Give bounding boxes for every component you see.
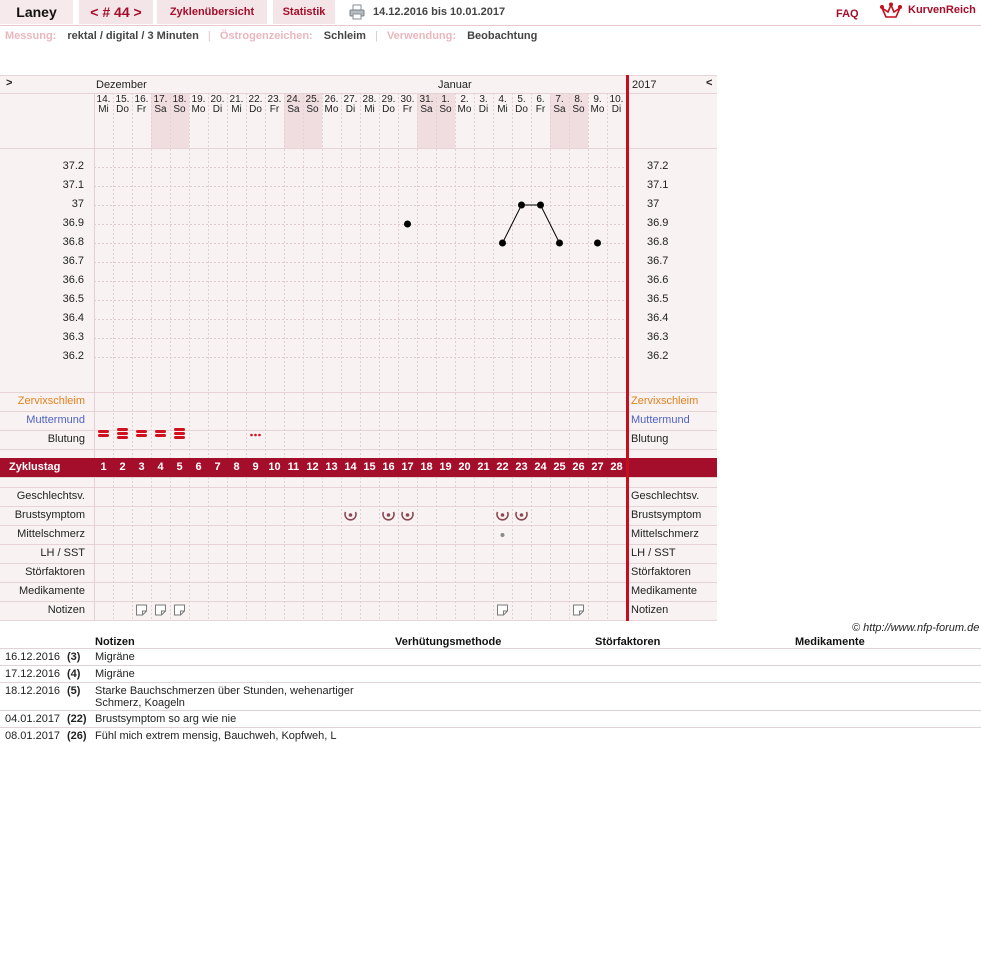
cycle-end-line [626, 75, 629, 621]
breast-symptom-dot [406, 513, 410, 517]
y-tick-label: 37.1 [647, 179, 669, 191]
day-header-cell [132, 95, 151, 115]
row-label-disturbances: Störfaktoren [25, 566, 85, 578]
cycle-day-number: 23 [515, 461, 528, 473]
y-tick-label: 36.2 [62, 350, 84, 362]
table-row [0, 648, 981, 665]
row-label-mittelschmerz-right: Mittelschmerz [631, 528, 699, 540]
bleeding-mark [117, 428, 128, 431]
day-weekday: Do [249, 104, 262, 115]
note-icon [137, 605, 147, 615]
bleeding-mark [155, 434, 166, 437]
day-header-cell [360, 95, 379, 115]
breast-symptom-dot [349, 513, 353, 517]
day-header-cell [607, 95, 626, 115]
temperature-point [537, 202, 544, 209]
y-tick-label: 36.4 [647, 312, 669, 324]
day-header-cell [455, 95, 474, 115]
row-label-lh-test-right: LH / SST [631, 547, 676, 559]
notes-column-header: Notizen [95, 636, 135, 648]
method-column-header: Verhütungsmethode [395, 636, 502, 648]
day-date: 3. [479, 94, 488, 105]
row-label-disturbances-right: Störfaktoren [631, 566, 691, 578]
day-weekday: Di [478, 104, 489, 115]
row-label-medication: Medikamente [18, 585, 85, 597]
estrogen-value: Schleim [323, 30, 366, 42]
day-weekday: Di [212, 104, 223, 115]
disturbances-column-header: Störfaktoren [595, 636, 661, 648]
day-date: 29. [381, 94, 396, 105]
day-date: 31. [419, 94, 434, 105]
statistics-tab[interactable]: Statistik [273, 0, 335, 24]
bleeding-mark [136, 434, 147, 437]
chart-grid [0, 75, 717, 621]
measure-label: Messung: [5, 30, 57, 42]
day-weekday: Sa [287, 104, 300, 115]
y-tick-label: 36.7 [62, 255, 84, 267]
breast-symptom-dot [501, 513, 505, 517]
month-label-december: Dezember [96, 79, 147, 91]
y-tick-label: 37.2 [647, 160, 669, 172]
row-label-cervix-right: Muttermund [631, 414, 690, 426]
day-date: 30. [400, 94, 415, 105]
brand-name[interactable]: KurvenReich [908, 4, 976, 16]
day-date: 17. [153, 94, 168, 105]
day-weekday: Fr [269, 104, 280, 115]
cycle-navigation-tab[interactable]: < # 44 > [79, 0, 153, 24]
cycle-day-number: 26 [572, 461, 585, 473]
note-date: 17.12.2016 [5, 668, 61, 680]
day-header-cell [550, 95, 569, 115]
day-weekday: Mi [497, 104, 508, 115]
cycle-day-number: 27 [591, 461, 604, 473]
day-date: 7. [555, 94, 564, 105]
estrogen-label: Östrogenzeichen: [219, 30, 313, 42]
cycle-day-number: 25 [553, 461, 566, 473]
cycle-day-number: 24 [534, 461, 547, 473]
bleeding-mark [174, 428, 185, 431]
faq-link[interactable]: FAQ [836, 8, 859, 20]
note-date: 04.01.2017 [5, 713, 61, 725]
cycle-day-number: 17 [401, 461, 414, 473]
cycle-day-number: 19 [439, 461, 452, 473]
cycle-day-number: 18 [420, 461, 433, 473]
cycle-day-number: 10 [268, 461, 281, 473]
note-icon [498, 605, 508, 615]
row-label-intercourse: Geschlechtsv. [16, 490, 85, 502]
cycle-day-number: 9 [252, 461, 259, 473]
day-date: 14. [96, 94, 111, 105]
day-date: 8. [574, 94, 583, 105]
bleeding-mark [174, 436, 185, 439]
cycle-day-label: Zyklustag [9, 461, 61, 473]
note-text: Migräne [95, 668, 135, 680]
row-label-breast-symptom-right: Brustsymptom [631, 509, 702, 521]
note-date: 18.12.2016 [5, 685, 61, 697]
day-date: 22. [248, 94, 263, 105]
table-row [0, 710, 981, 727]
note-icon [175, 605, 185, 615]
previous-cycle-arrow[interactable]: > [6, 77, 13, 89]
cycle-day-number: 15 [363, 461, 376, 473]
spotting-dot [254, 434, 257, 437]
day-date: 26. [324, 94, 339, 105]
table-row [0, 727, 981, 744]
day-weekday: So [306, 104, 319, 115]
bleeding-mark [117, 436, 128, 439]
cycle-day-number: 22 [496, 461, 509, 473]
day-date: 19. [191, 94, 206, 105]
day-header-cell [512, 95, 531, 115]
temperature-point [556, 240, 563, 247]
temperature-point [404, 221, 411, 228]
note-cycle-day: (4) [67, 668, 81, 680]
row-label-cervical-mucus-right: Zervixschleim [631, 395, 699, 407]
row-label-notes: Notizen [47, 604, 85, 616]
day-weekday: Sa [420, 104, 433, 115]
day-date: 23. [267, 94, 282, 105]
note-text: Brustsymptom so arg wie nie [95, 713, 237, 725]
day-weekday: Mo [191, 104, 206, 115]
medication-column-header: Medikamente [795, 636, 865, 648]
cycle-day-number: 3 [138, 461, 145, 473]
day-header-cell [113, 95, 132, 115]
note-cycle-day: (22) [67, 713, 87, 725]
day-weekday: Mi [231, 104, 242, 115]
date-range: 14.12.2016 bis 10.01.2017 [373, 6, 506, 18]
cycle-day-number: 8 [233, 461, 240, 473]
note-date: 16.12.2016 [5, 651, 61, 663]
printer-icon[interactable] [349, 4, 365, 20]
breast-symptom-dot [520, 513, 524, 517]
day-header-cell [94, 95, 113, 115]
table-row [0, 665, 981, 682]
day-date: 28. [362, 94, 377, 105]
day-date: 16. [134, 94, 149, 105]
note-text: Migräne [95, 651, 135, 663]
day-date: 6. [536, 94, 545, 105]
row-label-bleeding: Blutung [47, 433, 85, 445]
day-header-cell [303, 95, 322, 115]
row-label-medication-right: Medikamente [631, 585, 698, 597]
row-label-cervical-mucus: Zervixschleim [17, 395, 85, 407]
day-weekday: Do [382, 104, 395, 115]
bleeding-mark [98, 430, 109, 433]
breast-symptom-dot [387, 513, 391, 517]
day-weekday: Fr [402, 104, 413, 115]
note-text: Starke Bauchschmerzen über Stunden, wehenartiger Schmerz, Koageln [95, 685, 354, 709]
cycle-day-number: 5 [176, 461, 183, 473]
day-date: 25. [305, 94, 320, 105]
spotting-dot [258, 434, 261, 437]
next-cycle-arrow[interactable]: < [706, 77, 713, 89]
bleeding-mark [136, 430, 147, 433]
y-tick-label: 36.5 [647, 293, 669, 305]
y-tick-label: 36.6 [62, 274, 84, 286]
row-label-lh-test: LH / SST [40, 547, 85, 559]
cycle-day-number: 4 [157, 461, 164, 473]
bleeding-mark [155, 430, 166, 433]
day-date: 27. [343, 94, 358, 105]
note-icon [156, 605, 166, 615]
day-weekday: Di [345, 104, 356, 115]
day-header-cell [588, 95, 607, 115]
day-date: 18. [172, 94, 187, 105]
day-weekday: Mo [324, 104, 339, 115]
day-date: 24. [286, 94, 301, 105]
day-date: 10. [609, 94, 624, 105]
temperature-point [499, 240, 506, 247]
cycle-day-number: 21 [477, 461, 490, 473]
spotting-dot [250, 434, 253, 437]
day-header-cell [569, 95, 588, 115]
day-weekday: Mi [98, 104, 109, 115]
note-icon [574, 605, 584, 615]
year-label: 2017 [632, 79, 657, 91]
month-label-january: Januar [438, 79, 472, 91]
y-tick-label: 36.4 [62, 312, 84, 324]
cycle-day-number: 6 [195, 461, 202, 473]
day-header-cell [379, 95, 398, 115]
day-header-cell [284, 95, 303, 115]
mittelschmerz-dot [501, 533, 505, 537]
day-weekday: Do [515, 104, 528, 115]
table-row [0, 682, 981, 710]
day-weekday: Di [611, 104, 622, 115]
day-weekday: Do [116, 104, 129, 115]
day-header-cell [417, 95, 436, 115]
crown-logo-icon[interactable] [880, 2, 902, 20]
day-header-cell [341, 95, 360, 115]
bleeding-mark [117, 432, 128, 435]
cycle-day-number: 20 [458, 461, 471, 473]
row-label-cervix: Muttermund [26, 414, 85, 426]
y-tick-label: 36.3 [62, 331, 84, 343]
bleeding-mark [174, 432, 185, 435]
day-weekday: Mi [364, 104, 375, 115]
user-name-tab[interactable]: Laney [0, 0, 73, 24]
cycle-day-number: 16 [382, 461, 395, 473]
day-header-cell [398, 95, 417, 115]
temperature-point [518, 202, 525, 209]
cycle-day-bar [0, 458, 717, 477]
row-label-bleeding-right: Blutung [631, 433, 669, 445]
y-tick-label: 36.3 [647, 331, 669, 343]
y-tick-label: 37 [647, 198, 660, 210]
day-weekday: Mo [457, 104, 472, 115]
day-header-cell [189, 95, 208, 115]
day-weekday: Sa [154, 104, 167, 115]
day-weekday: Mo [590, 104, 605, 115]
y-tick-label: 36.8 [647, 236, 669, 248]
day-header-cell [227, 95, 246, 115]
row-label-notes-right: Notizen [631, 604, 669, 616]
row-label-breast-symptom: Brustsymptom [14, 509, 85, 521]
day-weekday: So [439, 104, 452, 115]
day-header-cell [246, 95, 265, 115]
day-header-cell [151, 95, 170, 115]
day-date: 5. [517, 94, 526, 105]
y-tick-label: 36.9 [62, 217, 84, 229]
bleeding-mark [98, 434, 109, 437]
day-date: 2. [460, 94, 469, 105]
cycle-day-number: 1 [100, 461, 107, 473]
y-tick-label: 37.1 [62, 179, 84, 191]
day-date: 15. [115, 94, 130, 105]
usage-label: Verwendung: [386, 30, 457, 42]
note-cycle-day: (5) [67, 685, 81, 697]
cycle-day-number: 14 [344, 461, 357, 473]
note-cycle-day: (26) [67, 730, 87, 742]
day-weekday: So [173, 104, 186, 115]
day-header-cell [208, 95, 227, 115]
cycle-day-number: 13 [325, 461, 338, 473]
day-weekday: So [572, 104, 585, 115]
y-tick-label: 36.2 [647, 350, 669, 362]
day-weekday: Fr [535, 104, 546, 115]
measurement-info: Messung: rektal / digital / 3 Minuten | Östrogenzeichen: Schleim | Verwendung: Beobachtung [5, 30, 538, 42]
day-weekday: Sa [553, 104, 566, 115]
cycle-day-number: 12 [306, 461, 319, 473]
day-date: 4. [498, 94, 507, 105]
cycle-overview-tab[interactable]: Zyklenübersicht [157, 0, 267, 24]
note-date: 08.01.2017 [5, 730, 61, 742]
y-tick-label: 36.6 [647, 274, 669, 286]
measure-value: rektal / digital / 3 Minuten [67, 30, 199, 42]
y-tick-label: 36.8 [62, 236, 84, 248]
day-date: 9. [593, 94, 602, 105]
cycle-chart [0, 75, 717, 621]
temperature-point [594, 240, 601, 247]
y-tick-label: 36.5 [62, 293, 84, 305]
cycle-day-number: 7 [214, 461, 221, 473]
day-date: 20. [210, 94, 225, 105]
day-header-cell [474, 95, 493, 115]
note-text: Fühl mich extrem mensig, Bauchweh, Kopfweh, L [95, 730, 337, 742]
copyright: © http://www.nfp-forum.de [852, 622, 980, 634]
day-date: 1. [441, 94, 450, 105]
day-header-cell [493, 95, 512, 115]
day-header-cell [170, 95, 189, 115]
y-tick-label: 36.9 [647, 217, 669, 229]
cycle-day-number: 28 [610, 461, 623, 473]
day-date: 21. [229, 94, 244, 105]
note-cycle-day: (3) [67, 651, 81, 663]
usage-value: Beobachtung [467, 30, 538, 42]
day-weekday: Fr [136, 104, 147, 115]
y-tick-label: 36.7 [647, 255, 669, 267]
row-label-intercourse-right: Geschlechtsv. [631, 490, 700, 502]
row-label-mittelschmerz: Mittelschmerz [17, 528, 85, 540]
top-navigation-bar [0, 0, 981, 26]
day-header-cell [436, 95, 455, 115]
day-header-cell [322, 95, 341, 115]
y-tick-label: 37 [71, 198, 84, 210]
cycle-day-number: 11 [287, 461, 300, 473]
day-header-cell [265, 95, 284, 115]
day-header-cell [531, 95, 550, 115]
y-tick-label: 37.2 [62, 160, 84, 172]
cycle-day-number: 2 [119, 461, 126, 473]
